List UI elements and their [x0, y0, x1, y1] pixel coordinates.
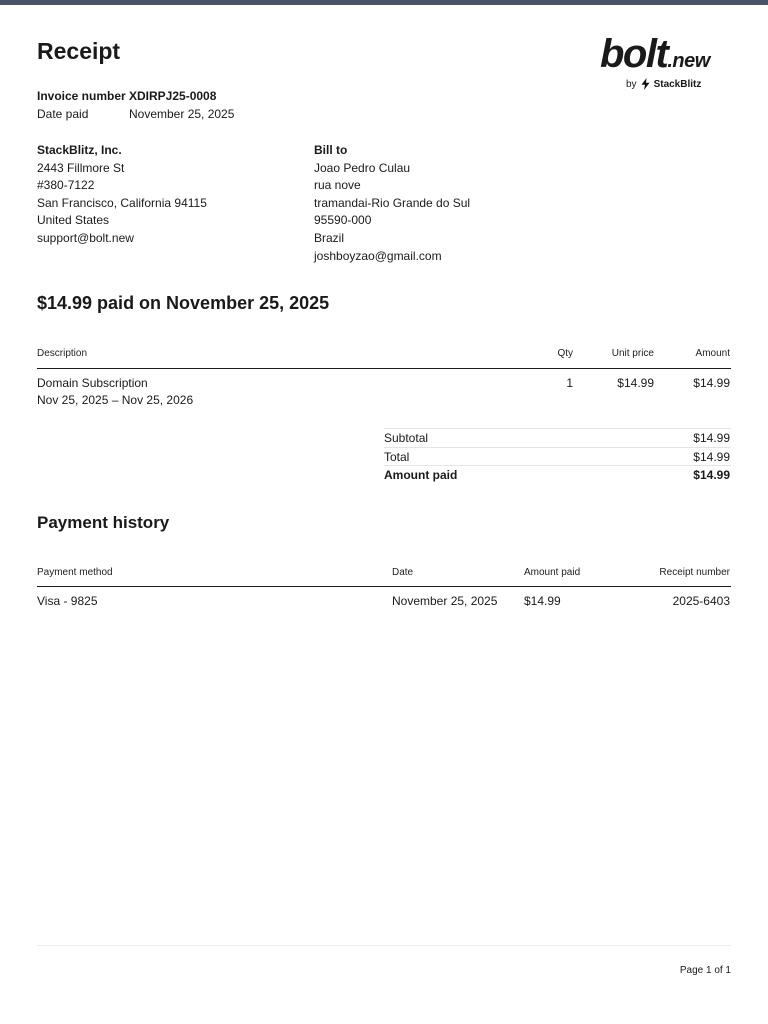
col-header-receipt-number: Receipt number	[659, 567, 730, 578]
seller-address-line: 2443 Fillmore St	[37, 160, 125, 175]
invoice-number-value: XDIRPJ25-0008	[129, 89, 217, 103]
table-header-rule	[37, 586, 731, 587]
page-number: Page 1 of 1	[679, 965, 731, 976]
payment-amount: $14.99	[524, 594, 561, 608]
amount-paid-label: Amount paid	[384, 468, 458, 482]
amount-paid-value: $14.99	[693, 468, 730, 482]
bolt-icon	[641, 78, 650, 90]
divider	[384, 447, 731, 448]
col-header-amount-paid: Amount paid	[524, 567, 581, 578]
item-period: Nov 25, 2025 – Nov 25, 2026	[37, 393, 194, 407]
bill-to-email: joshboyzao@gmail.com	[314, 248, 442, 263]
bolt-logo	[600, 34, 732, 94]
seller-address-line: San Francisco, California 94115	[37, 195, 207, 210]
col-header-payment-method: Payment method	[37, 567, 113, 578]
seller-address-line: #380-7122	[37, 178, 95, 193]
item-qty: 1	[566, 376, 573, 390]
footer-divider	[37, 945, 731, 946]
bill-to-line: Joao Pedro Culau	[314, 160, 411, 175]
bill-to-address	[314, 142, 470, 265]
invoice-meta	[37, 88, 234, 123]
payment-summary-headline: $14.99 paid on November 25, 2025	[37, 293, 330, 313]
logo-brand: StackBlitz	[653, 78, 702, 90]
payment-history-title: Payment history	[37, 513, 170, 532]
bill-to-line: 95590-000	[314, 213, 372, 228]
col-header-description: Description	[37, 348, 88, 359]
seller-address	[37, 142, 207, 248]
col-header-unit-price: Unit price	[611, 348, 654, 359]
bill-to-line: rua nove	[314, 178, 361, 193]
col-header-amount: Amount	[695, 348, 730, 359]
logo-by: by	[626, 78, 637, 90]
bill-to-line: tramandai-Rio Grande do Sul	[314, 195, 471, 210]
receipt-number: 2025-6403	[672, 594, 730, 608]
payment-date: November 25, 2025	[392, 594, 498, 608]
invoice-number-label: Invoice number	[37, 89, 126, 103]
subtotal-value: $14.99	[693, 431, 730, 445]
table-header-rule	[37, 368, 731, 369]
logo-wordmark: bolt	[600, 32, 668, 76]
seller-name: StackBlitz, Inc.	[37, 143, 122, 157]
bill-to-line: Brazil	[314, 230, 345, 245]
seller-email: support@bolt.new	[37, 230, 134, 245]
col-header-date: Date	[392, 567, 414, 578]
page-title: Receipt	[37, 38, 121, 64]
divider	[384, 465, 731, 466]
payment-method: Visa - 9825	[37, 594, 98, 608]
top-accent-bar	[0, 0, 768, 5]
date-paid-value: November 25, 2025	[129, 106, 235, 121]
total-value: $14.99	[693, 450, 730, 464]
total-label: Total	[384, 450, 410, 464]
bill-to-label: Bill to	[314, 143, 348, 157]
item-unit-price: $14.99	[617, 376, 654, 390]
item-amount: $14.99	[693, 376, 730, 390]
col-header-qty: Qty	[557, 348, 573, 359]
date-paid-label: Date paid	[37, 106, 89, 121]
logo-tld: .new	[667, 50, 710, 72]
divider	[384, 428, 731, 429]
subtotal-label: Subtotal	[384, 431, 429, 445]
seller-address-line: United States	[37, 213, 110, 228]
item-description: Domain Subscription	[37, 376, 148, 390]
